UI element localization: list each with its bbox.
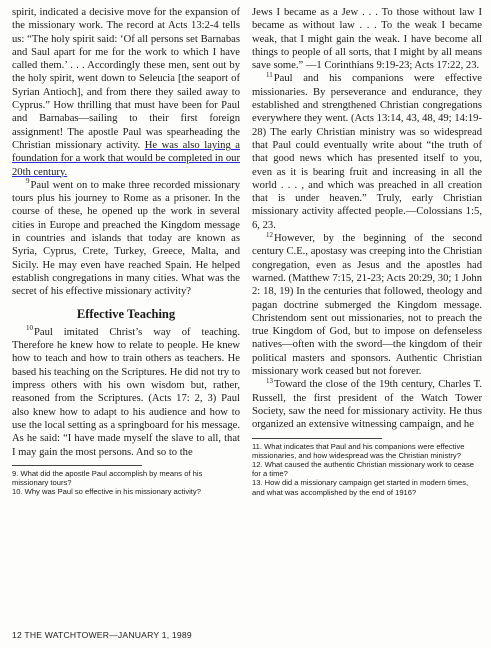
paragraph-text: Paul went on to make three recorded missionary tours plus his journey to Rome as a prisoner. In the course of these, he opened up the work in several cities in Europe and preached the Kingdom message in countries and islands that today are known as Syria, Cyprus, Crete, Turkey, Greece, Malta, and Sicily. He may even have reached Spain. He helped establish congregations in many cities. What was the secret of his effective missionary activity? bbox=[12, 179, 240, 298]
study-question: 12. What caused the authentic Christian missionary work to cease for a time? bbox=[252, 459, 475, 479]
questions-divider bbox=[12, 465, 142, 466]
paragraph-13 bbox=[252, 378, 482, 431]
study-question: 9. What did the apostle Paul accomplish by means of his missionary tours? bbox=[12, 468, 203, 487]
highlighted-sentence: He was also laying a foundation for a work that would be completed in our 20th century. bbox=[12, 139, 241, 178]
study-question: 13. How did a missionary campaign get started in modern times, and what was accomplished by the end of 1916? bbox=[252, 478, 469, 497]
study-questions-right bbox=[252, 442, 482, 497]
paragraph-number: 13 bbox=[266, 376, 273, 385]
study-question: 10. Why was Paul so effective in his missionary activity? bbox=[12, 487, 201, 497]
paragraph-number: 12 bbox=[266, 230, 273, 239]
paragraph-10 bbox=[12, 326, 240, 459]
paragraph-text: Jews I became as a Jew . . . To those without law I became as without law . . . To the weak I became weak, that I might gain the weak. I have become all things to people of all sorts, that I might by all means save some.” —1 Corinthians 9:19-23; Acts 17:22, 23. bbox=[252, 7, 482, 72]
paragraph-text: Paul and his companions were effective missionaries. By perseverance and endurance, they established and strengthened Christian congregations everywhere they went. (Acts 13:14, 43, 48, 49; 14:19-28) The early Christian ministry was so widespread that Paul could eventually write about “the truth of that good news which has presented itself to you, even as it is bearing fruit and increasing in all the world . . . , and which was preached in all creation that is under heaven.” Truly, early Christian missionary activity affected people.—Colossians 1:5, 6, 23. bbox=[252, 73, 482, 231]
paragraph-number: 11 bbox=[266, 70, 273, 79]
questions-divider bbox=[252, 438, 382, 439]
paragraph-number: 9 bbox=[26, 177, 30, 186]
paragraph-number: 10 bbox=[26, 324, 33, 333]
section-heading: Effective Teaching bbox=[76, 306, 176, 321]
right-column bbox=[252, 6, 482, 497]
paragraph-text: However, by the beginning of the second century C.E., apostasy was creeping into the Christian congregation, even as Jesus and the apostles had warned. (Matthew 7:15, 21-23; Acts 20:29, 30; 1 John 2: 18, 19) In the centuries that followed, theology and pagan doctrine submerged the Kingdom message. Christendom sent out missionaries, not to preach the true Kingdom of God, but to impose on defenseless natives—often with the sword—the kingdom of their political masters and sponsors. Authentic Christian missionary work ceased but not forever. bbox=[252, 233, 482, 378]
page-footer: 12 THE WATCHTOWER—JANUARY 1, 1989 bbox=[12, 630, 192, 640]
study-questions-left bbox=[12, 469, 240, 497]
paragraph-11 bbox=[252, 72, 482, 232]
paragraph-9 bbox=[12, 179, 240, 299]
paragraph-text: spirit, indicated a decisive move for the expansion of the missionary work. The record at Acts 13:2-4 tells us: “The holy spirit said: ‘Of all persons set Barnabas and Saul apart for me for the work to which I have called them.’ . . . Accordingly these men, sent out by the holy spirit, went down to Seleucia [the seaport of Syrian Antioch], and from there they sailed away to Cyprus.” How thrilling that must have been for Paul and Barnabas—sailing to their first foreign assignment! The apostle Paul was spearheading the Christian missionary activity. bbox=[12, 7, 240, 151]
paragraph-8-continued bbox=[12, 6, 240, 179]
paragraph-12 bbox=[252, 232, 482, 378]
left-column bbox=[12, 6, 240, 496]
paragraph-text: Paul imitated Christ’s way of teaching. Therefore he knew how to relate to people. He knew how to teach and how to train others as teachers. He based his teaching on the Scriptures. He did not try to impress others with his own wisdom but, rather, reasoned from the Scriptures. (Acts 17: 2, 3) Paul also knew how to adapt to his audience and how to use the local setting as a springboard for his message. As he said: “I have made myself the slave to all, that I may gain the most persons. And so to the bbox=[12, 326, 240, 458]
paragraph-text: Toward the close of the 19th century, Charles T. Russell, the first president of the Watch Tower Society, saw the need for missionary activity. He thus organized an extensive witnessing campaign, and he bbox=[252, 379, 482, 431]
paragraph-10-continued bbox=[252, 6, 482, 72]
study-question: 11. What indicates that Paul and his companions were effective missionaries, and how widespread was the Christian ministry? bbox=[252, 441, 465, 460]
